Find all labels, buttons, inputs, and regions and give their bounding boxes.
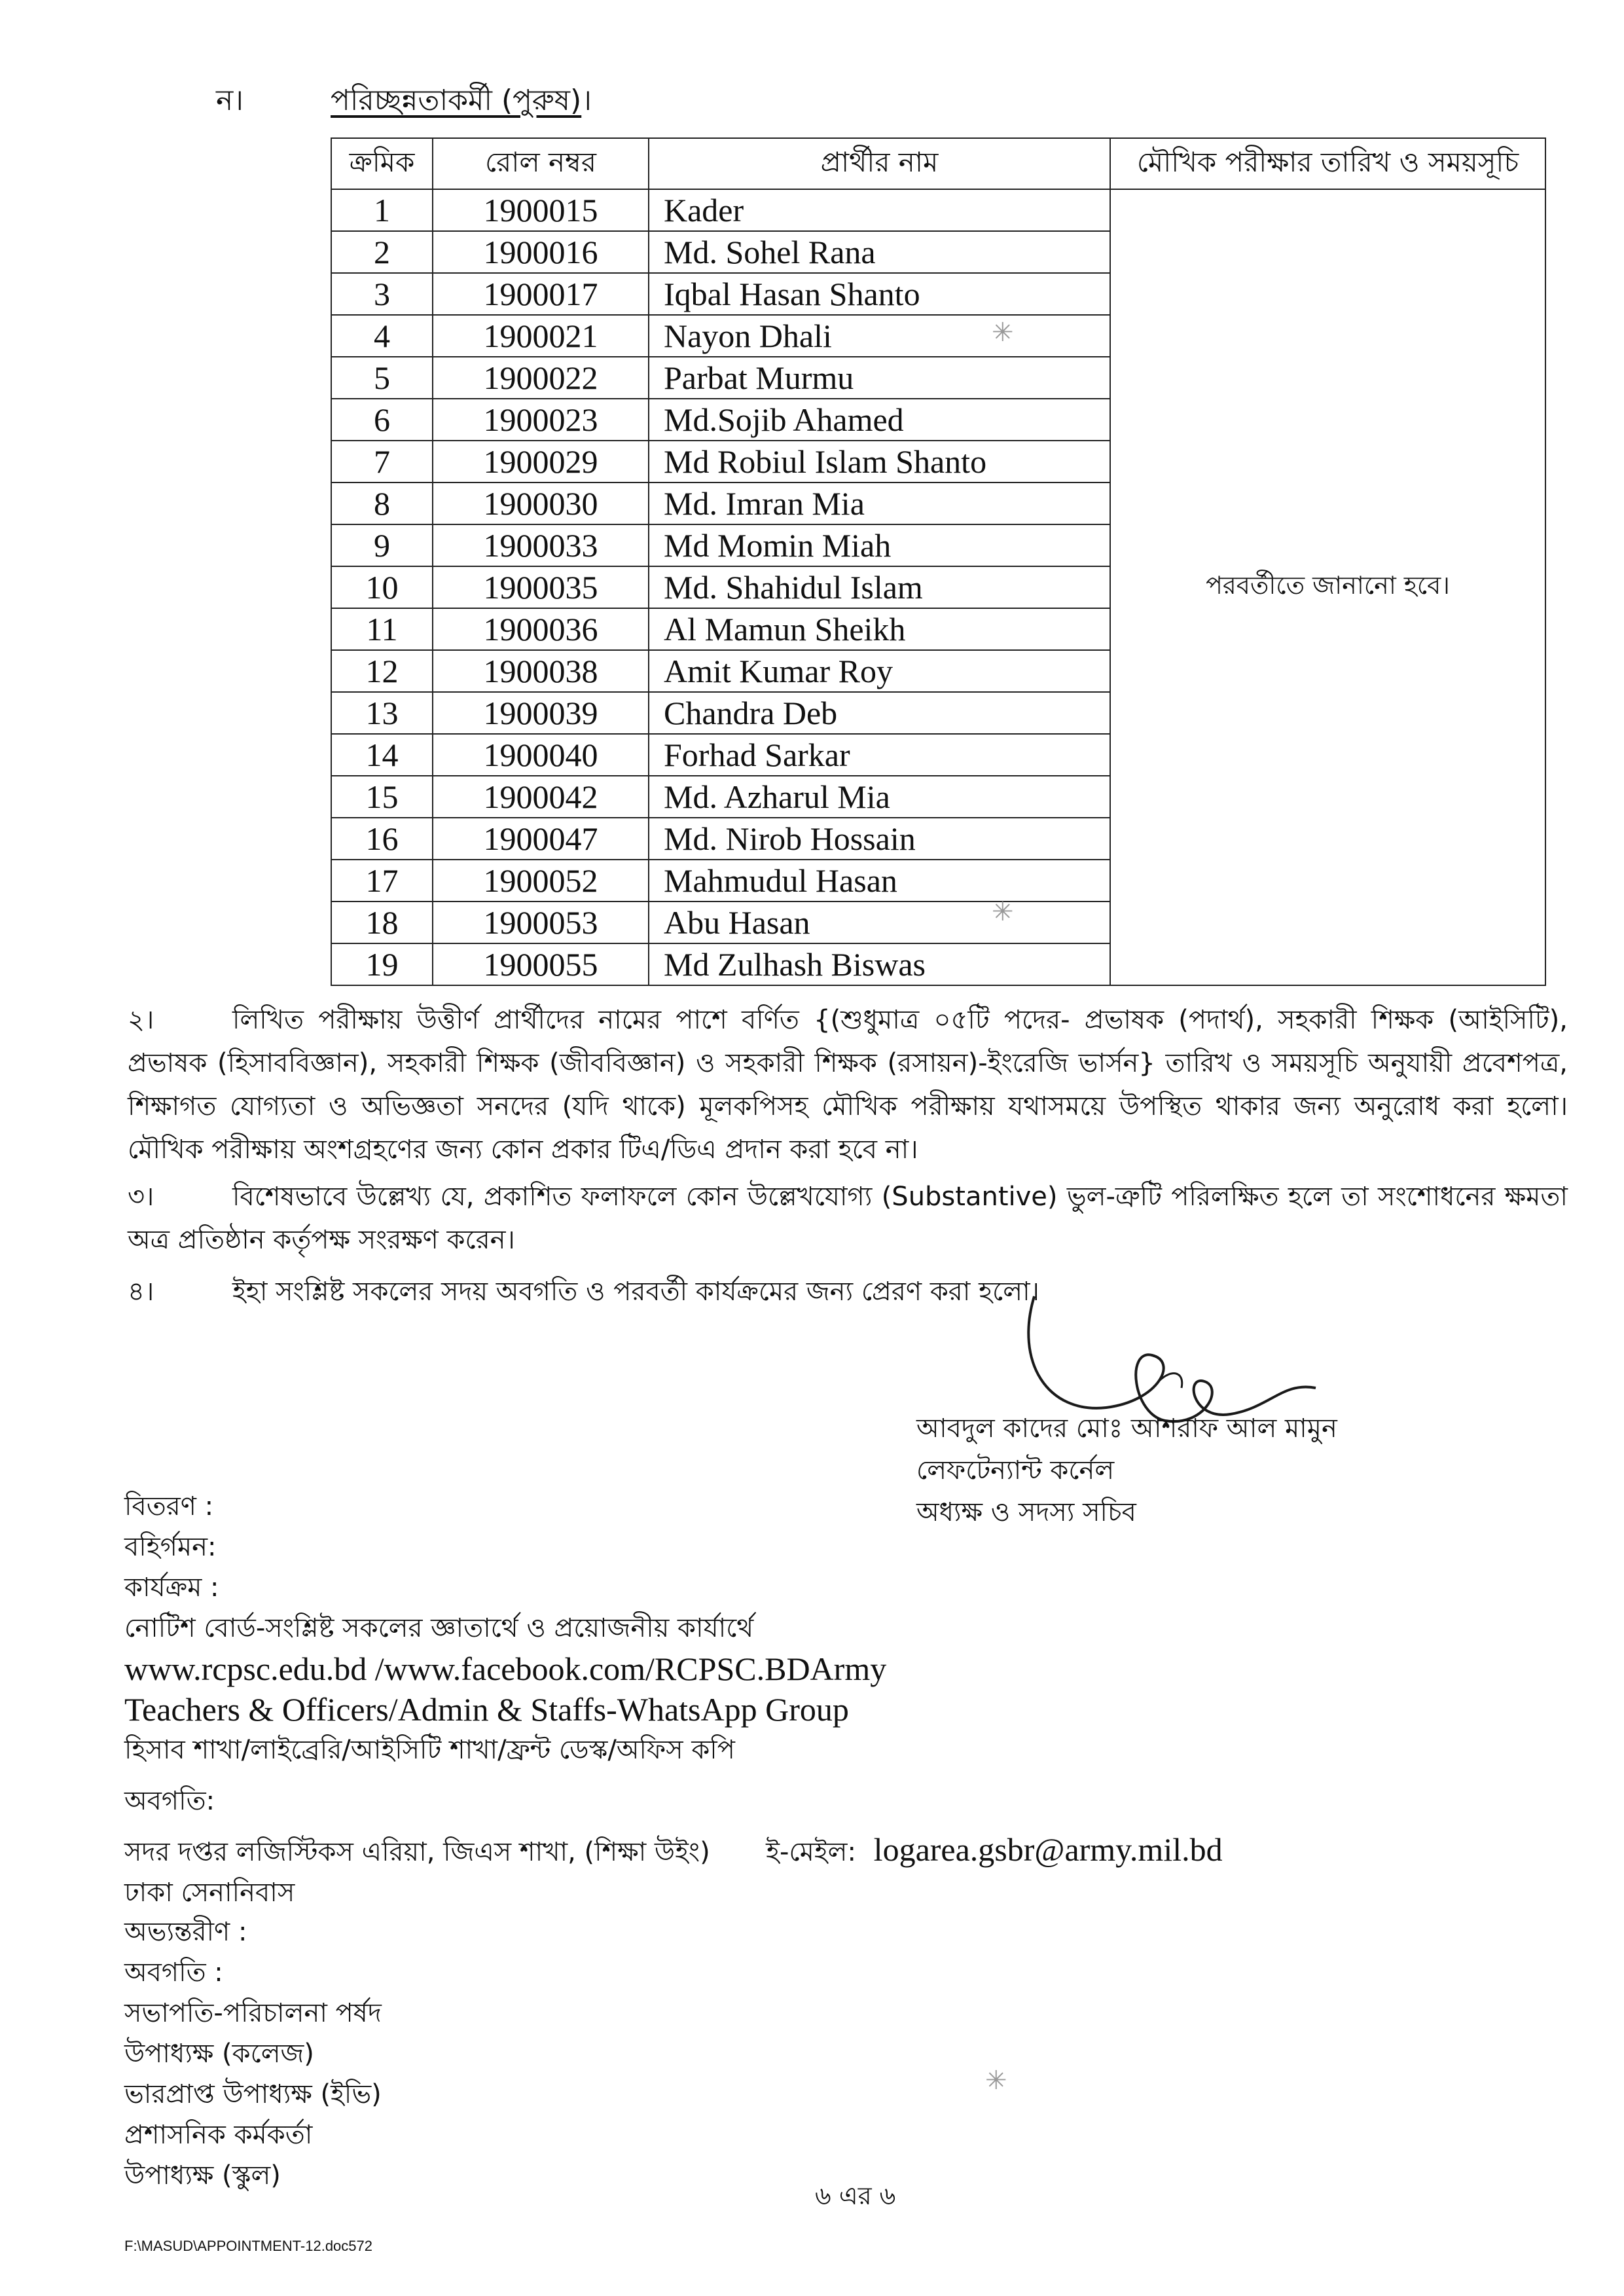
serial-cell: 3 [331, 273, 433, 315]
serial-cell: 15 [331, 776, 433, 818]
paragraph-number: ৩। [128, 1182, 154, 1212]
roll-cell: 1900023 [433, 399, 649, 441]
external-title: বহির্গমন: [124, 1532, 217, 1562]
serial-cell: 6 [331, 399, 433, 441]
email-address: logarea.gsbr@army.mil.bd [873, 1831, 1223, 1868]
schedule-note-cell: পরবর্তীতে জানানো হবে। [1110, 189, 1545, 985]
internal-line: উপাধ্যক্ষ (স্কুল) [124, 2160, 281, 2191]
info-title: অবগতি: [124, 1786, 215, 1816]
serial-cell: 12 [331, 650, 433, 692]
file-path: F:\MASUD\APPOINTMENT-12.doc572 [124, 2238, 372, 2254]
table-header-row [331, 138, 1545, 189]
info-block [124, 1781, 1223, 1913]
roll-cell: 1900038 [433, 650, 649, 692]
name-cell: Iqbal Hasan Shanto [649, 273, 1110, 315]
name-cell: Md.Sojib Ahamed [649, 399, 1110, 441]
info-line [124, 1829, 1223, 1872]
scan-mark-icon: ✳ [992, 897, 1014, 927]
distribution-title: বিতরণ : [124, 1491, 214, 1522]
candidate-table [331, 137, 1546, 986]
name-cell: Md Zulhash Biswas [649, 943, 1110, 985]
name-cell: Amit Kumar Roy [649, 650, 1110, 692]
roll-cell: 1900030 [433, 483, 649, 524]
paragraph-number: ২। [128, 1005, 154, 1035]
whatsapp-line: Teachers & Officers/Admin & Staffs-WhatsApp Group [124, 1691, 849, 1728]
roll-cell: 1900042 [433, 776, 649, 818]
paragraph-text: বিশেষভাবে উল্লেখ্য যে, প্রকাশিত ফলাফলে কোন উল্লেখযোগ্য (Substantive) ভুল-ত্রুটি পরিলক্ষিত হলে তা সংশোধনের ক্ষমতা অত্র প্রতিষ্ঠান কর্তৃপক্ষ সংরক্ষণ করেন। [128, 1182, 1568, 1255]
signatory-name: আবদুল কাদের মোঃ আশরাফ আল মামুন [916, 1413, 1337, 1444]
paragraph-number: ৪। [128, 1277, 154, 1307]
paragraph-text: ইহা সংশ্লিষ্ট সকলের সদয় অবগতি ও পরবর্তী কার্যক্রমের জন্য প্রেরণ করা হলো। [232, 1277, 1039, 1307]
roll-cell: 1900033 [433, 524, 649, 566]
name-cell: Chandra Deb [649, 692, 1110, 734]
table-body [331, 189, 1545, 985]
roll-cell: 1900052 [433, 860, 649, 902]
roll-cell: 1900016 [433, 231, 649, 273]
roll-cell: 1900055 [433, 943, 649, 985]
header-serial: ক্রমিক [331, 138, 433, 189]
name-cell: Mahmudul Hasan [649, 860, 1110, 902]
paragraph-text: লিখিত পরীক্ষায় উত্তীর্ণ প্রার্থীদের নামের পাশে বর্ণিত {(শুধুমাত্র ০৫টি পদের- প্রভাষক (পদার্থ), সহকারী শিক্ষক (আইসিটি), প্রভাষক (হিসাববিজ্ঞান), সহকারী শিক্ষক (জীববিজ্ঞান) ও সহকারী শিক্ষক (রসায়ন)-ইংরেজি ভার্সন} তারিখ ও সময়সূচি অনুযায়ী প্রবেশপত্র, শিক্ষাগত যোগ্যতা ও অভিজ্ঞতা সনদের (যদি থাকে) মূলকপিসহ মৌখিক পরীক্ষায় যথাসময়ে উপস্থিত থাকার জন্য অনুরোধ করা হলো। মৌখিক পরীক্ষায় অংশগ্রহণের জন্য কোন প্রকার টিএ/ডিএ প্রদান করা হবে না। [128, 1005, 1568, 1165]
roll-cell: 1900040 [433, 734, 649, 776]
distribution-block [124, 1486, 886, 1770]
name-cell: Md. Imran Mia [649, 483, 1110, 524]
serial-cell: 18 [331, 902, 433, 943]
name-cell: Al Mamun Sheikh [649, 608, 1110, 650]
roll-cell: 1900017 [433, 273, 649, 315]
page-number: ৬ এর ৬ [815, 2181, 896, 2210]
internal-line: ভারপ্রাপ্ত উপাধ্যক্ষ (ইভি) [124, 2079, 382, 2109]
paragraph-4 [128, 1270, 1568, 1313]
name-cell: Md Momin Miah [649, 524, 1110, 566]
info-address: সদর দপ্তর লজিস্টিকস এরিয়া, জিএস শাখা, (শিক্ষা উইং) [124, 1837, 710, 1867]
header-schedule: মৌখিক পরীক্ষার তারিখ ও সময়সূচি [1110, 138, 1545, 189]
name-cell: Nayon Dhali [649, 315, 1110, 357]
internal-line: উপাধ্যক্ষ (কলেজ) [124, 2039, 314, 2069]
section-number: ন। [216, 84, 244, 117]
table-row [331, 189, 1545, 231]
roll-cell: 1900039 [433, 692, 649, 734]
serial-cell: 8 [331, 483, 433, 524]
serial-cell: 9 [331, 524, 433, 566]
name-cell: Kader [649, 189, 1110, 231]
website-line: www.rcpsc.edu.bd /www.facebook.com/RCPSC.BDArmy [124, 1650, 887, 1687]
name-cell: Md. Azharul Mia [649, 776, 1110, 818]
action-line: নোটিশ বোর্ড-সংশ্লিষ্ট সকলের জ্ঞাতার্থে ও প্রয়োজনীয় কার্যার্থে [124, 1613, 754, 1643]
serial-cell: 4 [331, 315, 433, 357]
serial-cell: 7 [331, 441, 433, 483]
serial-cell: 13 [331, 692, 433, 734]
section-heading [216, 79, 592, 126]
signature-block [916, 1408, 1337, 1533]
name-cell: Md. Sohel Rana [649, 231, 1110, 273]
roll-cell: 1900015 [433, 189, 649, 231]
section-suffix: । [581, 84, 592, 117]
serial-cell: 5 [331, 357, 433, 399]
internal-title: অভ্যন্তরীণ : [124, 1917, 247, 1947]
info-line-2: ঢাকা সেনানিবাস [124, 1878, 295, 1908]
serial-cell: 17 [331, 860, 433, 902]
serial-cell: 14 [331, 734, 433, 776]
signatory-designation: অধ্যক্ষ ও সদস্য সচিব [916, 1497, 1136, 1527]
action-line: হিসাব শাখা/লাইব্রেরি/আইসিটি শাখা/ফ্রন্ট ডেস্ক/অফিস কপি [124, 1735, 735, 1765]
roll-cell: 1900022 [433, 357, 649, 399]
section-title: পরিচ্ছন্নতাকর্মী (পুরুষ) [331, 84, 582, 117]
header-name: প্রার্থীর নাম [649, 138, 1110, 189]
name-cell: Md Robiul Islam Shanto [649, 441, 1110, 483]
serial-cell: 10 [331, 566, 433, 608]
email-label: ই-মেইল: [766, 1837, 856, 1867]
name-cell: Md. Nirob Hossain [649, 818, 1110, 860]
name-cell: Forhad Sarkar [649, 734, 1110, 776]
serial-cell: 2 [331, 231, 433, 273]
name-cell: Md. Shahidul Islam [649, 566, 1110, 608]
serial-cell: 1 [331, 189, 433, 231]
paragraph-2 [128, 998, 1568, 1171]
roll-cell: 1900035 [433, 566, 649, 608]
roll-cell: 1900029 [433, 441, 649, 483]
serial-cell: 11 [331, 608, 433, 650]
header-roll: রোল নম্বর [433, 138, 649, 189]
internal-info: অবগতি : [124, 1958, 223, 1988]
roll-cell: 1900053 [433, 902, 649, 943]
internal-block [124, 1912, 382, 2196]
scan-mark-icon: ✳ [985, 2066, 1007, 2096]
action-title: কার্যক্রম : [124, 1573, 219, 1603]
roll-cell: 1900036 [433, 608, 649, 650]
roll-cell: 1900021 [433, 315, 649, 357]
paragraph-3 [128, 1175, 1568, 1262]
scan-mark-icon: ✳ [992, 318, 1014, 348]
signatory-rank: লেফটেন্যান্ট কর্নেল [916, 1455, 1115, 1485]
internal-line: প্রশাসনিক কর্মকর্তা [124, 2120, 313, 2150]
name-cell: Parbat Murmu [649, 357, 1110, 399]
name-cell: Abu Hasan [649, 902, 1110, 943]
serial-cell: 16 [331, 818, 433, 860]
roll-cell: 1900047 [433, 818, 649, 860]
serial-cell: 19 [331, 943, 433, 985]
internal-line: সভাপতি-পরিচালনা পর্ষদ [124, 1998, 382, 2028]
